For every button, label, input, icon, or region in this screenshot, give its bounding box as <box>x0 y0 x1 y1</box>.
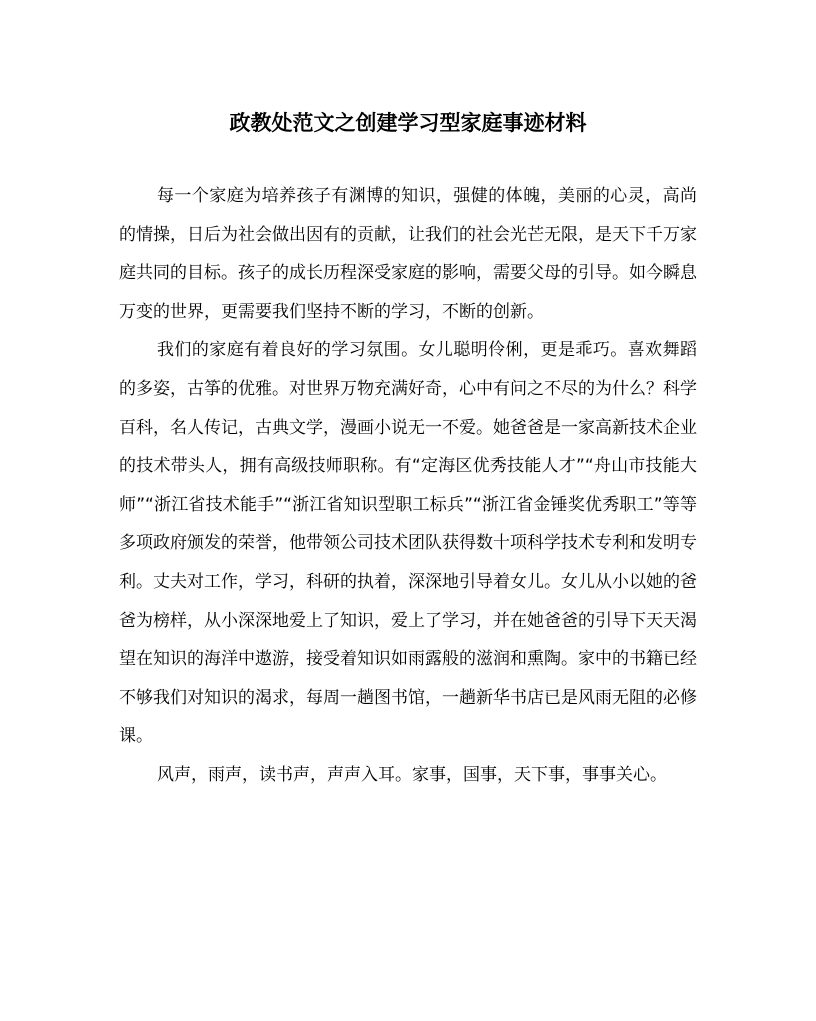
paragraph-2: 我们的家庭有着良好的学习氛围。女儿聪明伶俐，更是乖巧。喜欢舞蹈的多姿，古筝的优雅。对世界万物充满好奇，心中有问之不尽的为什么？科学百科，名人传记，古典文学，漫画小说无一不爱。她爸爸是一家高新技术企业的技术带头人，拥有高级技师职称。有“定海区优秀技能人才”“舟山市技能大师”“浙江省技术能手”“浙江省知识型职工标兵”“浙江省金锤奖优秀职工”等等多项政府颁发的荣誉，他带领公司技术团队获得数十项科学技术专利和发明专利。丈夫对工作，学习，科研的执着，深深地引导着女儿。女儿从小以她的爸爸为榜样，从小深深地爱上了知识，爱上了学习，并在她爸爸的引导下天天渴望在知识的海洋中遨游，接受着知识如雨露般的滋润和熏陶。家中的书籍已经不够我们对知识的渴求，每周一趟图书馆，一趟新华书店已是风雨无阻的必修课。 <box>119 340 697 747</box>
document-body <box>119 177 697 795</box>
paragraph-1: 每一个家庭为培养孩子有渊博的知识，强健的体魄，美丽的心灵，高尚的情操，日后为社会做出因有的贡献，让我们的社会光芒无限，是天下千万家庭共同的目标。孩子的成长历程深受家庭的影响，需要父母的引导。如今瞬息万变的世界，更需要我们坚持不断的学习，不断的创新。 <box>119 186 697 322</box>
paragraph-3: 风声，雨声，读书声，声声入耳。家事，国事，天下事，事事关心。 <box>157 764 667 785</box>
document-title: 政教处范文之创建学习型家庭事迹材料 <box>229 110 587 135</box>
